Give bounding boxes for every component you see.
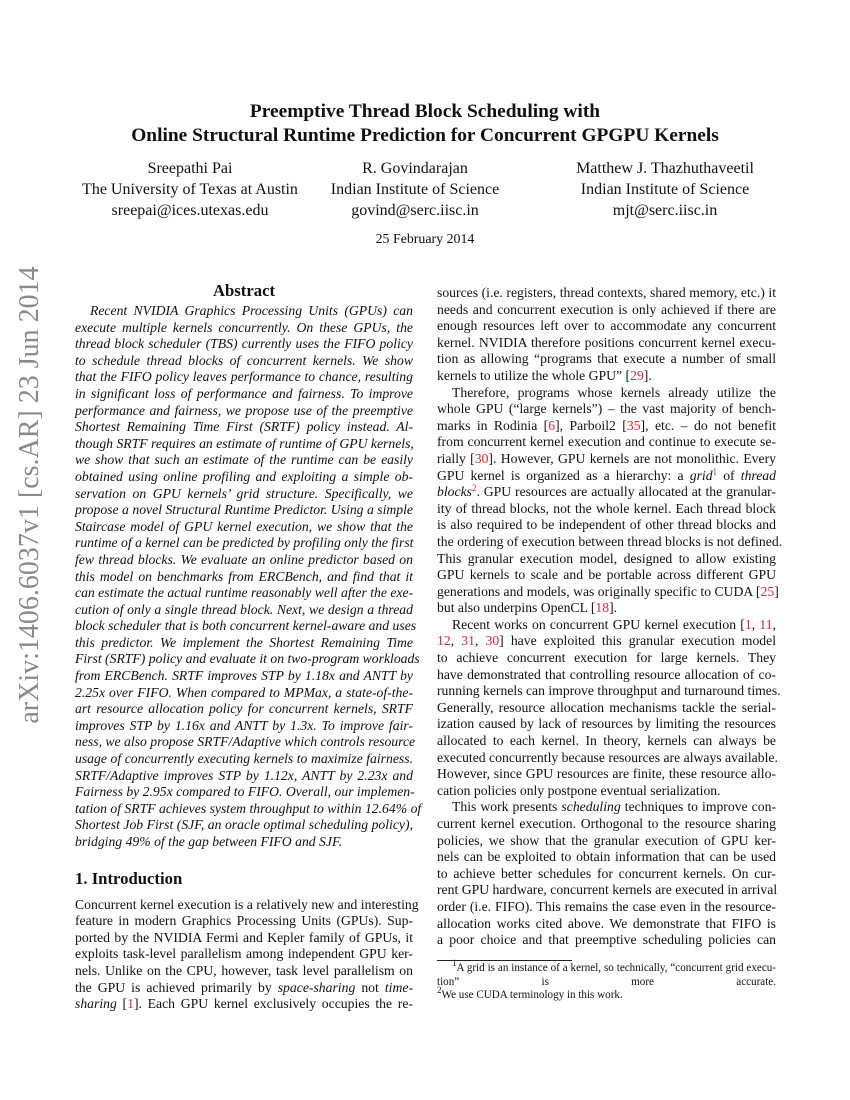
paragraph — [75, 303, 422, 851]
text-segment: GPU kernel is organized as a hierarchy: a — [437, 467, 690, 483]
text-line: Therefore, programs whose kernels already utilize the — [452, 384, 776, 400]
emphasized-text: blocks — [437, 484, 472, 500]
emphasized-text: space-sharing — [277, 979, 356, 995]
text-line: rent GPU hardware, concurrent kernels are executed in arrival — [437, 882, 778, 898]
text-line — [437, 958, 776, 976]
text-line: but also underpins OpenCL [18]. — [437, 600, 618, 616]
text-line: ness, we also propose SRTF/Adaptive which controls resource — [75, 734, 416, 750]
text-line: servation on GPU kernels’ grid structure. Specifically, we — [75, 485, 413, 501]
text-line: rially [30]. However, GPU kernels are not monolithic. Every — [437, 450, 776, 466]
text-line: policies, we show that the granular execution of GPU ker- — [437, 832, 776, 848]
author-email: govind@serc.iisc.in — [351, 202, 479, 219]
emphasized-text: scheduling — [561, 799, 621, 815]
text-line: First (SRTF) policy and evaluate it on two-program workloads — [75, 651, 420, 667]
text-line: executed concurrently because resources are always available. — [437, 749, 778, 765]
paragraph — [437, 799, 776, 948]
text-segment: We use CUDA terminology in this work. — [441, 989, 623, 1001]
text-line: Fairness by 2.95x compared to FIFO. Overall, our implemen- — [75, 784, 415, 800]
citation-link[interactable]: 18 — [595, 600, 610, 616]
text-line: nels. Unlike on the CPU, however, task level parallelism on — [75, 962, 413, 978]
citation-link[interactable]: 31 — [461, 633, 475, 649]
author-name: Sreepathi Pai — [147, 160, 233, 177]
text-line: from ERCBench. SRTF improves STP by 1.18x and ANTT by — [75, 668, 413, 684]
text-line: to schedule thread blocks of concurrent kernels. We show — [75, 352, 413, 368]
emphasized-text: time- — [384, 979, 413, 995]
text-line: Staircase model of GPU kernel execution, we show that the — [75, 518, 413, 534]
text-segment: . GPU resources are actually allocated at the granular- — [476, 484, 776, 500]
text-line: feature in modern Graphics Processing Units (GPUs). Sup- — [75, 913, 413, 929]
text-line: ity of thread blocks, not the whole kernel. Each thread block — [437, 500, 776, 516]
text-segment: the GPU is achieved primarily by — [75, 979, 278, 995]
text-line: ported by the NVIDIA Fermi and Kepler family of GPUs, it — [75, 929, 413, 945]
text-line: 12, 31, 30] have exploited this granular execution model — [437, 633, 777, 649]
text-line: execute multiple kernels concurrently. On these GPUs, the — [75, 319, 413, 335]
text-line: we show that such an estimate of the runtime can be easily — [75, 452, 413, 468]
author-name: Matthew J. Thazhuthaveetil — [576, 160, 754, 177]
text-line: to achieve better schedules for concurrent kernels. On cur- — [437, 865, 776, 881]
citation-link[interactable]: 6 — [548, 417, 556, 433]
text-line: allocated to each kernel. In theory, kernels can always be — [437, 733, 776, 749]
text-line: propose a novel Structural Runtime Predictor. Using a simple — [75, 502, 413, 518]
text-line: this model on benchmarks from ERCBench, and find that it — [75, 568, 413, 584]
text-line: obtained using online profiling and exploiting a simple ob- — [75, 468, 413, 484]
text-line — [75, 980, 413, 997]
text-line: can estimate the actual runtime reasonably well after the exe- — [75, 585, 414, 601]
citation-link[interactable]: 11 — [759, 616, 773, 632]
citation-link[interactable]: 12 — [437, 633, 451, 649]
paper-title-line-1: Preemptive Thread Block Scheduling with — [249, 101, 601, 122]
text-line: GPU kernels to scale and be portable across different GPU — [437, 567, 776, 583]
text-line: runtime of a kernel can be predicted by profiling only the first — [75, 535, 414, 551]
text-line — [437, 799, 776, 816]
text-line — [437, 985, 776, 1003]
text-line: marks in Rodinia [6], Parboil2 [35], etc. – do not benefit — [437, 417, 777, 433]
footnote-marker: 1 — [452, 958, 457, 968]
paper-date: 25 February 2014 — [375, 232, 475, 247]
text-line: that the FIFO policy leaves performance to chance, resulting — [75, 369, 413, 385]
paragraph — [437, 285, 776, 385]
text-line: kernel. NVIDIA therefore positions concurrent kernel execu- — [437, 334, 776, 350]
abstract-body — [75, 303, 422, 851]
author-affiliation: The University of Texas at Austin — [82, 181, 298, 198]
text-line: a poor choice and that preemptive scheduling policies can — [437, 932, 776, 948]
text-line: usage of concurrently executing kernels to maximize fairness. — [75, 751, 413, 767]
right-column — [437, 285, 783, 949]
text-line: enough resources left over to accommodate any concurrent — [437, 318, 776, 334]
text-line: this predictor. We implement the Shortest Remaining Time — [75, 634, 413, 650]
citation-link[interactable]: 30 — [474, 450, 489, 466]
paper-title-line-2: Online Structural Runtime Prediction for Concurrent GPGPU Kernels — [131, 125, 719, 146]
emphasized-text: sharing — [75, 996, 117, 1012]
text-line: nels can be exploited to obtain information that can be used — [437, 849, 776, 865]
text-line: ization caused by lack of resources by limiting the resources — [437, 716, 776, 732]
introduction-heading: 1. Introduction — [75, 868, 183, 888]
text-segment: This work presents — [452, 799, 562, 815]
text-line: to achieve concurrent execution for large kernels. They — [437, 650, 776, 666]
text-line: bridging 49% of the gap between FIFO and SJF. — [75, 834, 342, 849]
footnote-marker: 2 — [471, 483, 477, 494]
text-line: However, since GPU resources are finite, these resource allo- — [437, 766, 776, 782]
text-line: tion” is more accurate. — [437, 975, 776, 988]
text-line: though SRTF requires an estimate of runtime of GPU kernels, — [75, 435, 414, 451]
footnote-marker: 1 — [712, 466, 718, 477]
footnote-divider — [437, 960, 572, 961]
citation-link[interactable]: 1 — [127, 996, 134, 1012]
introduction-body — [75, 896, 419, 1013]
text-line: block scheduler that is both concurrent kernel-aware and uses — [75, 618, 417, 634]
author-2 — [275, 158, 555, 221]
text-line: have demonstrated that controlling resource allocation of co- — [437, 666, 776, 682]
text-segment: A grid is an instance of a kernel, so technically, “concurrent grid execu- — [456, 962, 776, 974]
text-line: This granular execution model, designed to allow existing — [437, 550, 776, 566]
citation-link[interactable]: 1 — [744, 616, 752, 632]
author-email: mjt@serc.iisc.in — [612, 202, 718, 219]
author-3 — [525, 158, 805, 221]
text-line: tation of SRTF achieves system throughput to within 12.64% of — [75, 800, 422, 816]
text-segment: [1]. Each GPU kernel exclusively occupies the re- — [116, 996, 413, 1012]
text-line: from concurrent kernel execution and continue to execute se- — [437, 434, 776, 450]
text-line: Shortest Job First (SJF, an oracle optimal scheduling policy), — [75, 817, 413, 833]
author-affiliation: Indian Institute of Science — [330, 181, 500, 198]
text-segment: of — [717, 467, 741, 483]
emphasized-text: thread — [740, 467, 776, 483]
text-line — [437, 468, 776, 485]
citation-link[interactable]: 30 — [485, 633, 500, 649]
text-segment: techniques to improve con- — [620, 799, 776, 815]
text-line: Recent works on concurrent GPU kernel execution [1, 11, — [452, 616, 776, 632]
text-line: performance and fairness, we propose use of the preemptive — [75, 402, 413, 418]
text-line — [437, 484, 776, 501]
text-line: 2.25x over FIFO. When compared to MPMax, a state-of-the- — [75, 684, 413, 700]
arxiv-identifier-stamp: arXiv:1406.6037v1 [cs.AR] 23 Jun 2014 — [14, 266, 45, 724]
left-column — [75, 281, 422, 1013]
paragraph — [75, 896, 419, 1013]
text-line — [75, 996, 413, 1013]
text-line: cution of only a single thread block. Next, we design a thread — [75, 601, 413, 617]
text-line: in significant loss of performance and fairness. To improve — [75, 385, 413, 401]
text-line: improves STP by 1.16x and ANTT by 1.3x. To improve fair- — [75, 717, 413, 733]
text-line: thread block scheduler (TBS) currently uses the FIFO policy — [75, 336, 413, 352]
text-line: sources (i.e. registers, thread contexts, shared memory, etc.) it — [437, 285, 776, 300]
text-line: needs and concurrent execution is only achieved if there are — [437, 301, 776, 317]
text-line: is also required to be independent of other thread blocks and — [437, 517, 776, 533]
author-name: R. Govindarajan — [362, 160, 468, 177]
text-line: Generally, resource allocation mechanisms tackle the serial- — [437, 699, 776, 715]
text-line: art resource allocation policy for concurrent kernels, SRTF — [75, 701, 413, 717]
text-line: SRTF/Adaptive improves STP by 1.12x, ANTT by 2.23x and — [75, 767, 413, 783]
text-line: running kernels can improve throughput and turnaround times. — [437, 683, 781, 699]
text-line: whole GPU (“large kernels”) – the vast majority of bench- — [437, 401, 776, 417]
text-line: Recent NVIDIA Graphics Processing Units (GPUs) can — [90, 303, 413, 318]
text-line: kernels to utilize the whole GPU” [29]. — [437, 367, 652, 383]
paragraph — [437, 958, 776, 1003]
footnotes — [437, 958, 776, 1003]
text-line: allocation works cited above. We demonstrate that FIFO is — [437, 915, 776, 931]
author-affiliation: Indian Institute of Science — [580, 181, 750, 198]
text-line: Concurrent kernel execution is a relatively new and interesting — [75, 896, 419, 912]
text-line: current kernel execution. Orthogonal to the resource sharing — [437, 816, 776, 831]
text-line: exploits task-level parallelism among independent GPU ker- — [75, 946, 413, 962]
author-email: sreepai@ices.utexas.edu — [111, 202, 269, 219]
text-line: order (i.e. FIFO). This remains the case even in the resource- — [437, 898, 776, 914]
text-line: tion as allowing “programs that execute a number of small — [437, 351, 776, 367]
citation-link[interactable]: 29 — [630, 367, 644, 383]
paragraph — [437, 384, 783, 617]
abstract-heading: Abstract — [212, 281, 276, 300]
paragraph — [437, 616, 781, 800]
text-line: generations and models, was originally specific to CUDA [25] — [437, 583, 779, 599]
text-line: Shortest Remaining Time First (SRTF) policy instead. Al- — [75, 419, 413, 435]
right-column-body — [437, 285, 783, 949]
citation-link[interactable]: 35 — [626, 417, 641, 433]
text-segment: not — [355, 979, 385, 995]
text-line: cation policies only postpone eventual serialization. — [437, 782, 721, 798]
citation-link[interactable]: 25 — [760, 583, 775, 599]
emphasized-text: grid — [689, 467, 713, 483]
text-line: few thread blocks. We evaluate an online predictor based on — [75, 551, 413, 567]
text-line: the ordering of execution between thread blocks is not defined. — [437, 533, 783, 549]
footnote-marker: 2 — [437, 985, 442, 995]
